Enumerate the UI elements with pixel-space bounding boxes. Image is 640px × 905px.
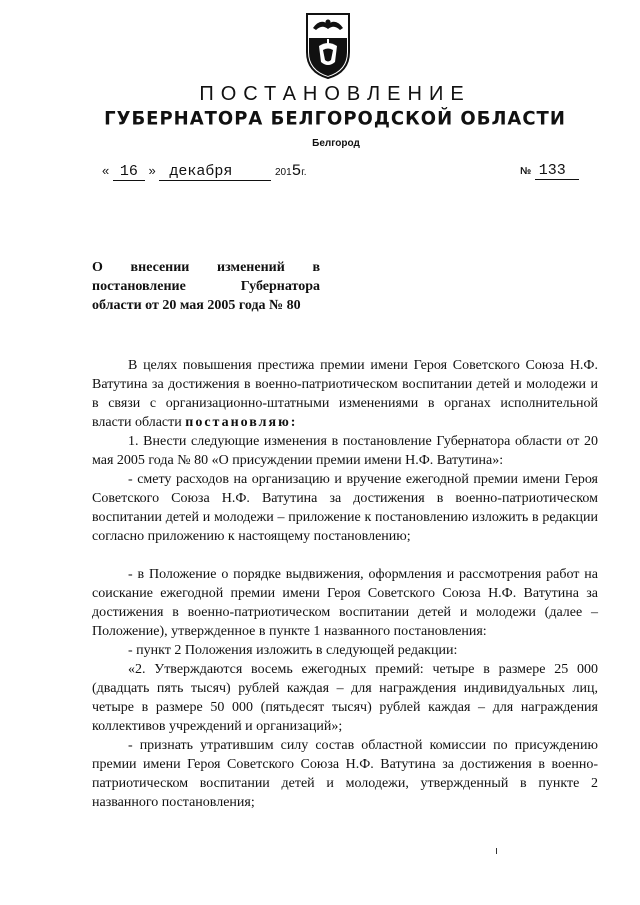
date-year-suffix: г. [301, 167, 307, 178]
date-month: декабря [159, 163, 271, 181]
date-close-quote: » [148, 163, 156, 178]
paragraph-awards: «2. Утверждаются восемь ежегодных премий: четыре в размере 25 000 (двадцать пять тысяч) рублей каждая – для награждения индивидуальных лиц, четыре в размере 50 000 (пятьдесят тысяч) рублей каждая – для награждения коллективов учреждений и организаций»; [92, 662, 598, 734]
date-year-digit: 5 [291, 162, 302, 180]
preamble-text: В целях повышения престижа премии имени Героя Советского Союза Н.Ф. Ватутина за достижения в военно-патриотическом воспитании детей и молодежи и в связи с организационно-штатными изменениями в органах исполнительной власти области [92, 358, 598, 430]
coat-of-arms-emblem [305, 12, 351, 80]
paragraph-regulation: - в Положение о порядке выдвижения, оформления и рассмотрения работ на соискание ежегодной премии имени Героя Советского Союза Н.Ф. Ватутина за достижения в военно-патриотическом воспитании детей и молодежи (далее – Положение), утвержденное в пункте 1 названного постановления: [92, 567, 598, 639]
date-open-quote: « [102, 163, 110, 178]
paragraph-commission: - признать утратившим силу состав областной комиссии по присуждению премии имени Героя Советского Союза Н.Ф. Ватутина за достижения в военно-патриотическом воспитании детей и молодежи, утвержденный в пункте 2 названного постановления; [92, 738, 598, 810]
scan-mark [496, 848, 497, 854]
city-label: Белгород [312, 138, 360, 149]
paragraph-preamble [92, 356, 598, 432]
number-label: № [520, 166, 532, 177]
number-value: 133 [535, 162, 579, 180]
resolution-word: постановляю: [185, 415, 298, 430]
date-year-prefix: 201 [274, 167, 292, 178]
issuer-heading: ГУБЕРНАТОРА БЕЛГОРОДСКОЙ ОБЛАСТИ [104, 107, 566, 130]
date-day: 16 [113, 163, 145, 181]
document-title: О внесении изменений в постановление Губернатора области от 20 мая 2005 года № 80 [92, 260, 320, 313]
document-type-heading: ПОСТАНОВЛЕНИЕ [199, 83, 471, 105]
paragraph-item-1: 1. Внести следующие изменения в постановление Губернатора области от 20 мая 2005 года № 80 «О присуждении премии имени Н.Ф. Ватутина»: [92, 434, 598, 468]
document-number [520, 162, 579, 180]
paragraph-clause-2: - пункт 2 Положения изложить в следующей редакции: [128, 643, 458, 658]
paragraph-estimate: - смету расходов на организацию и вручение ежегодной премии имени Героя Советского Союза Н.Ф. Ватутина за достижения в военно-патриотическом воспитании детей и молодежи – приложение к постановлению изложить в редакции согласно приложению к настоящему постановлению; [92, 472, 598, 544]
document-date [102, 162, 306, 181]
